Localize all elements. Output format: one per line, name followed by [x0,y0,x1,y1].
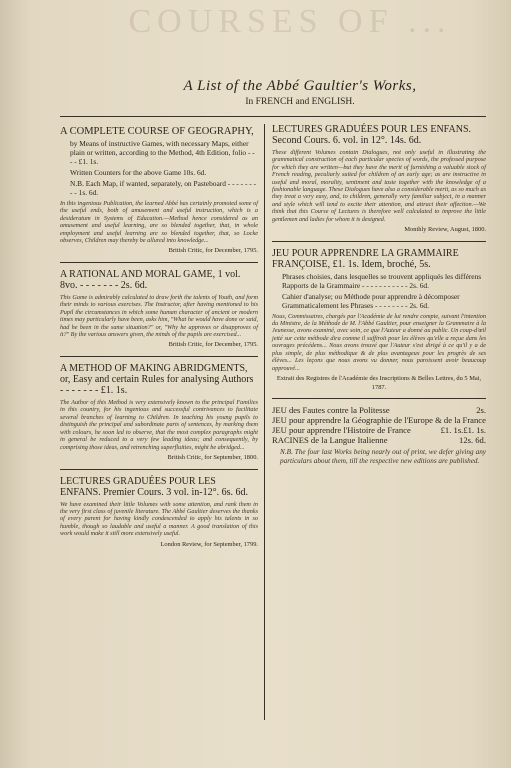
grammar-game-title: JEU POUR APPRENDRE LA GRAMMAIRE FRANÇOISE, £1. 1s. Idem, broché, 5s. [272,247,459,270]
academy-report: Nous, Commissaires, chargés par l'Académie de lui rendre compte, suivant l'intention du Ministre, de la Méthode de M. l'Abbé Gaultier, pour enseigner la Grammaire à la Jeunesse, avons examiné, avec soin, ce que l'Auteur a donné au public. Un coup-d'œil jetté sur cette méthode dira comme il suffiroit pour les élèves qu'elle a reçue dans les ouvrages précédens... Nous avons trouvé que l'Auteur s'est dirigé à ce qu'il y a de plus simple, de plus méthodique & de plus avantageux pour les progrès de ses élèves... Les leçons que nous avons vu donner, nous paroissent avoir beaucoup approuvé... [272,312,486,372]
list-item: JEU des Fautes contre la Politesse 2s. [272,405,486,416]
abridgments-title: A METHOD OF MAKING ABRIDGMENTS, or, Easy and certain Rules for analysing Authors - - - - - - - £1. 1s. [60,363,254,397]
rational-game-source: British Critic, for December, 1795. [168,341,258,349]
abridgments-review: The Author of this Method is very extensively known to the principal Families in this country, for his ingenious and successful contrivances to facilitate several branches of learning to Children. In teaching his young pupils to distinguish the principal and subordinate parts of sentences, by marking them with colours, he soon led to observe, that the most complex paragraphs might in general be reduced to a very few leading ideas; and consequently, by comprising those ideas, and retrenching superfluities, might be abridged... [60,399,258,451]
list-item: RACINES de la Langue Italienne 12s. 6d. [272,435,486,446]
geography-review: In this ingenious Publication, the learned Abbé has certainly promoted some of the useful ends, both of amusement and useful instruction, which is a desideratum in Systems of Education.—Method hence considered as an amusement and useful learning, are so blended together, that, in whole employment and useful learning are so blended together, that, so Locke observes, Children may thereby be allured into knowledge... [60,200,258,245]
left-column [60,118,258,555]
lectures-second-title: LECTURES GRADUÉES POUR LES ENFANS. Second Cours. 6. vol. in 12°. 14s. 6d. [272,124,471,146]
abridgments-source: British Critic, for September, 1800. [167,453,258,461]
section-divider [272,398,486,399]
geography-counters: Written Counters for the above Game 10s. 6d. [70,168,207,177]
cahier-item: Cahier d'analyse; ou Méthode pour apprendre à décomposer Grammaticalement les Phrases - - - - - - - - 2s. 6d. [282,291,460,310]
lectures-first-title: LECTURES GRADUÉES POUR LES ENFANS. Premier Cours. 3 vol. in-12°. 6s. 6d. [60,475,248,498]
academy-extract: Extrait des Registres de l'Académie des Inscriptions & Belles Lettres, du 5 Mai, 1787. [276,374,482,391]
french-works-list [272,405,486,445]
section-divider [272,241,486,242]
lectures-second-source: Monthly Review, August, 1800. [404,226,486,234]
list-item: JEU pour apprendre l'Histoire de France £1. 1s. [272,425,464,436]
geography-body: by Means of instructive Games, with necessary Maps, either plain or written, according to the Method, 4th Edition, folio - - - - £1. 1s. [70,139,255,166]
rational-game-title: A RATIONAL AND MORAL GAME, 1 vol. 8vo. - - - - - - - 2s. 6d. [60,269,241,292]
section-divider [60,356,258,357]
page-title: A List of the Abbé Gaultier's Works, [183,78,417,94]
geography-map: N.B. Each Map, if wanted, separately, on Pasteboard - - - - - - - - - 1s. 6d. [70,179,257,197]
nota-bene: N.B. The four last Works being nearly out of print, we defer giving any particulars about them, till the respective new editions are published. [280,448,486,465]
page-subtitle: In FRENCH and ENGLISH. [245,97,355,107]
list-item: JEU pour apprendre la Géographie de l'Europe & de la France £1. 1s. [272,415,486,436]
phrases-item: Phrases choisies, dans lesquelles se trouvent appliqués les différens Rapports de la Grammaire - - - - - - - - - - - 2s. 6d. [282,271,482,290]
section-divider [60,262,258,263]
section-divider [60,469,258,470]
show-through-text: COURSES OF ... [128,3,452,40]
geography-title: A COMPLETE COURSE OF GEOGRAPHY, [60,126,254,137]
column-divider [264,124,265,720]
lectures-second-review: These different Volumes contain Dialogues, not only useful in illustrating the grammatical construction of each particular species of words, the professed purpose for which they are written—but they have the merit of furnishing a valuable stock of French reading, peculiarly suited for children of an early age; as are instructive in useful and moral, morality, sentiment and taste together with the knowledge of a fashionable language. These Dialogues have also a considerable merit, as so much as they treat a very easy, and, to children, generally very familiar subject, in a manner and style which will tend to excite their attention, and attract their affection.—We think that this Course of Lectures is therefore well calculated to improve the little gentlemen and ladies for whom it is designed. [272,149,486,223]
rational-game-review: This Game is admirably calculated to draw forth the talents of Youth, and form their minds to various exercises. The Instructor, after having mentioned to his Pupil the circumstances in which some human character of ancient or modern times may particularly have been, asks him, "What he would have done or said, had he been in the same situation?" or, "Why he approves or disapproves of it?" By the various answers given, the minds of the pupils are exercised... [60,294,258,339]
right-column [272,118,486,468]
lectures-first-review: We have examined their little Volumes with some attention, and rank them in the very first class of juvenile literature. The Abbé Gaultier deserves the thanks of every parent for having kindly condescended to apply his talents in so humble, though so laudable and useful a manner. A good translation of this work would make it still more extensively useful. [60,500,258,538]
geography-source: British Critic, for December, 1795. [168,247,258,255]
header-rule [60,116,486,117]
lectures-first-source: London Review, for September, 1799. [160,540,258,548]
